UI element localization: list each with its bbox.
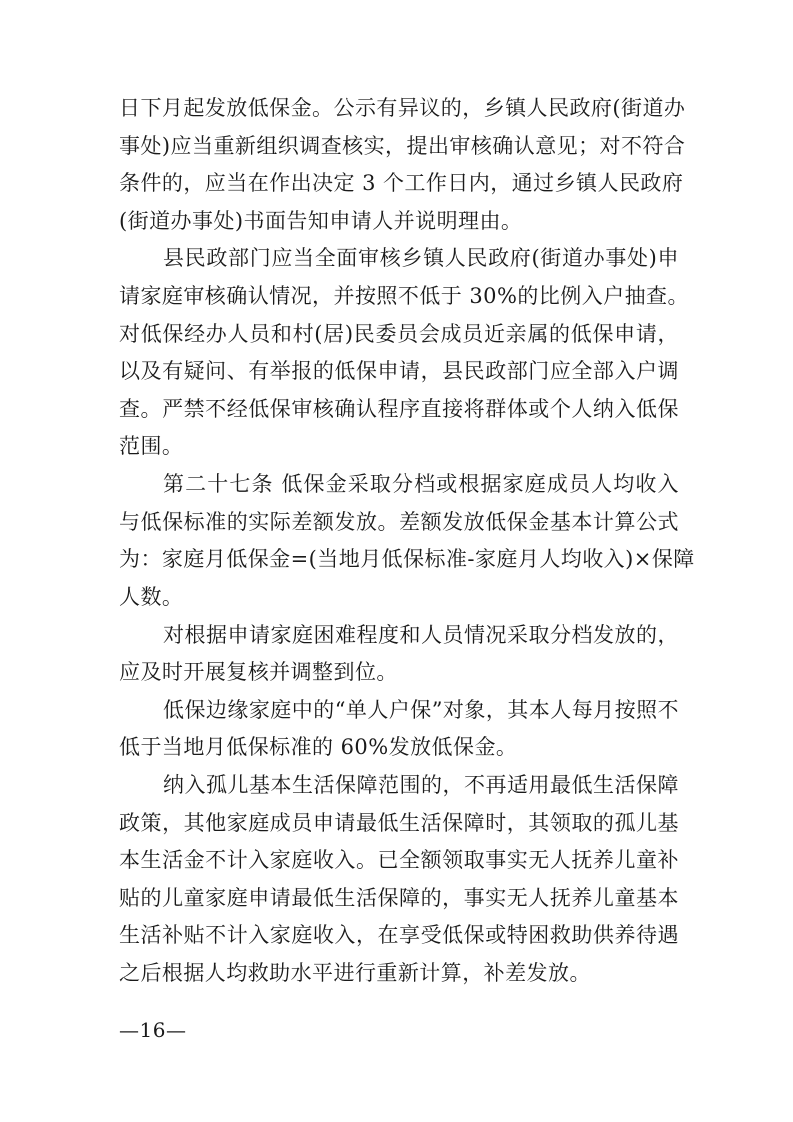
paragraph-2-line-4: 以及有疑问、有举报的低保申请，县民政部门应全部入户调 — [119, 359, 679, 383]
paragraph-2-line-3: 对低保经办人员和村(居)民委员会成员近亲属的低保申请， — [119, 322, 679, 346]
paragraph-2-line-6: 范围。 — [119, 434, 184, 458]
paragraph-5-line-1: 低保边缘家庭中的“单人户保”对象，其本人每月按照不 — [163, 698, 679, 722]
paragraph-1-line-3: 条件的，应当在作出决定 3 个工作日内，通过乡镇人民政府 — [119, 171, 684, 195]
paragraph-4-line-1: 对根据申请家庭困难程度和人员情况采取分档发放的， — [163, 623, 679, 647]
paragraph-4-line-2: 应及时开展复核并调整到位。 — [119, 660, 398, 684]
paragraph-6-line-2: 政策，其他家庭成员申请最低生活保障时，其领取的孤儿基 — [119, 811, 679, 835]
paragraph-6-line-3: 本生活金不计入家庭收入。已全额领取事实无人抚养儿童补 — [119, 848, 679, 872]
paragraph-6-line-4: 贴的儿童家庭申请最低生活保障的，事实无人抚养儿童基本 — [119, 886, 679, 910]
article-27-line-4: 人数。 — [119, 585, 184, 609]
paragraph-1-line-2: 事处)应当重新组织调查核实，提出审核确认意见；对不符合 — [119, 134, 686, 158]
article-27-line-3: 为：家庭月低保金=(当地月低保标准-家庭月人均收入)×保障 — [119, 547, 695, 571]
paragraph-1-line-4: (街道办事处)书面告知申请人并说明理由。 — [119, 209, 523, 233]
paragraph-1-line-1: 日下月起发放低保金。公示有异议的，乡镇人民政府(街道办 — [119, 96, 686, 120]
article-27-line-1: 第二十七条 低保金采取分档或根据家庭成员人均收入 — [163, 472, 679, 496]
paragraph-2-line-2: 请家庭审核确认情况，并按照不低于 30%的比例入户抽查。 — [119, 284, 689, 308]
paragraph-5-line-2: 低于当地月低保标准的 60%发放低保金。 — [119, 735, 518, 759]
page-number: —16— — [119, 1018, 187, 1042]
paragraph-2-line-1: 县民政部门应当全面审核乡镇人民政府(街道办事处)申 — [163, 246, 679, 270]
paragraph-2-line-5: 查。严禁不经低保审核确认程序直接将群体或个人纳入低保 — [119, 397, 679, 421]
paragraph-6-line-5: 生活补贴不计入家庭收入，在享受低保或特困救助供养待遇 — [119, 923, 679, 947]
paragraph-6-line-1: 纳入孤儿基本生活保障范围的，不再适用最低生活保障 — [163, 773, 679, 797]
article-27-line-2: 与低保标准的实际差额发放。差额发放低保金基本计算公式 — [119, 510, 679, 534]
paragraph-6-line-6: 之后根据人均救助水平进行重新计算，补差发放。 — [119, 961, 591, 985]
